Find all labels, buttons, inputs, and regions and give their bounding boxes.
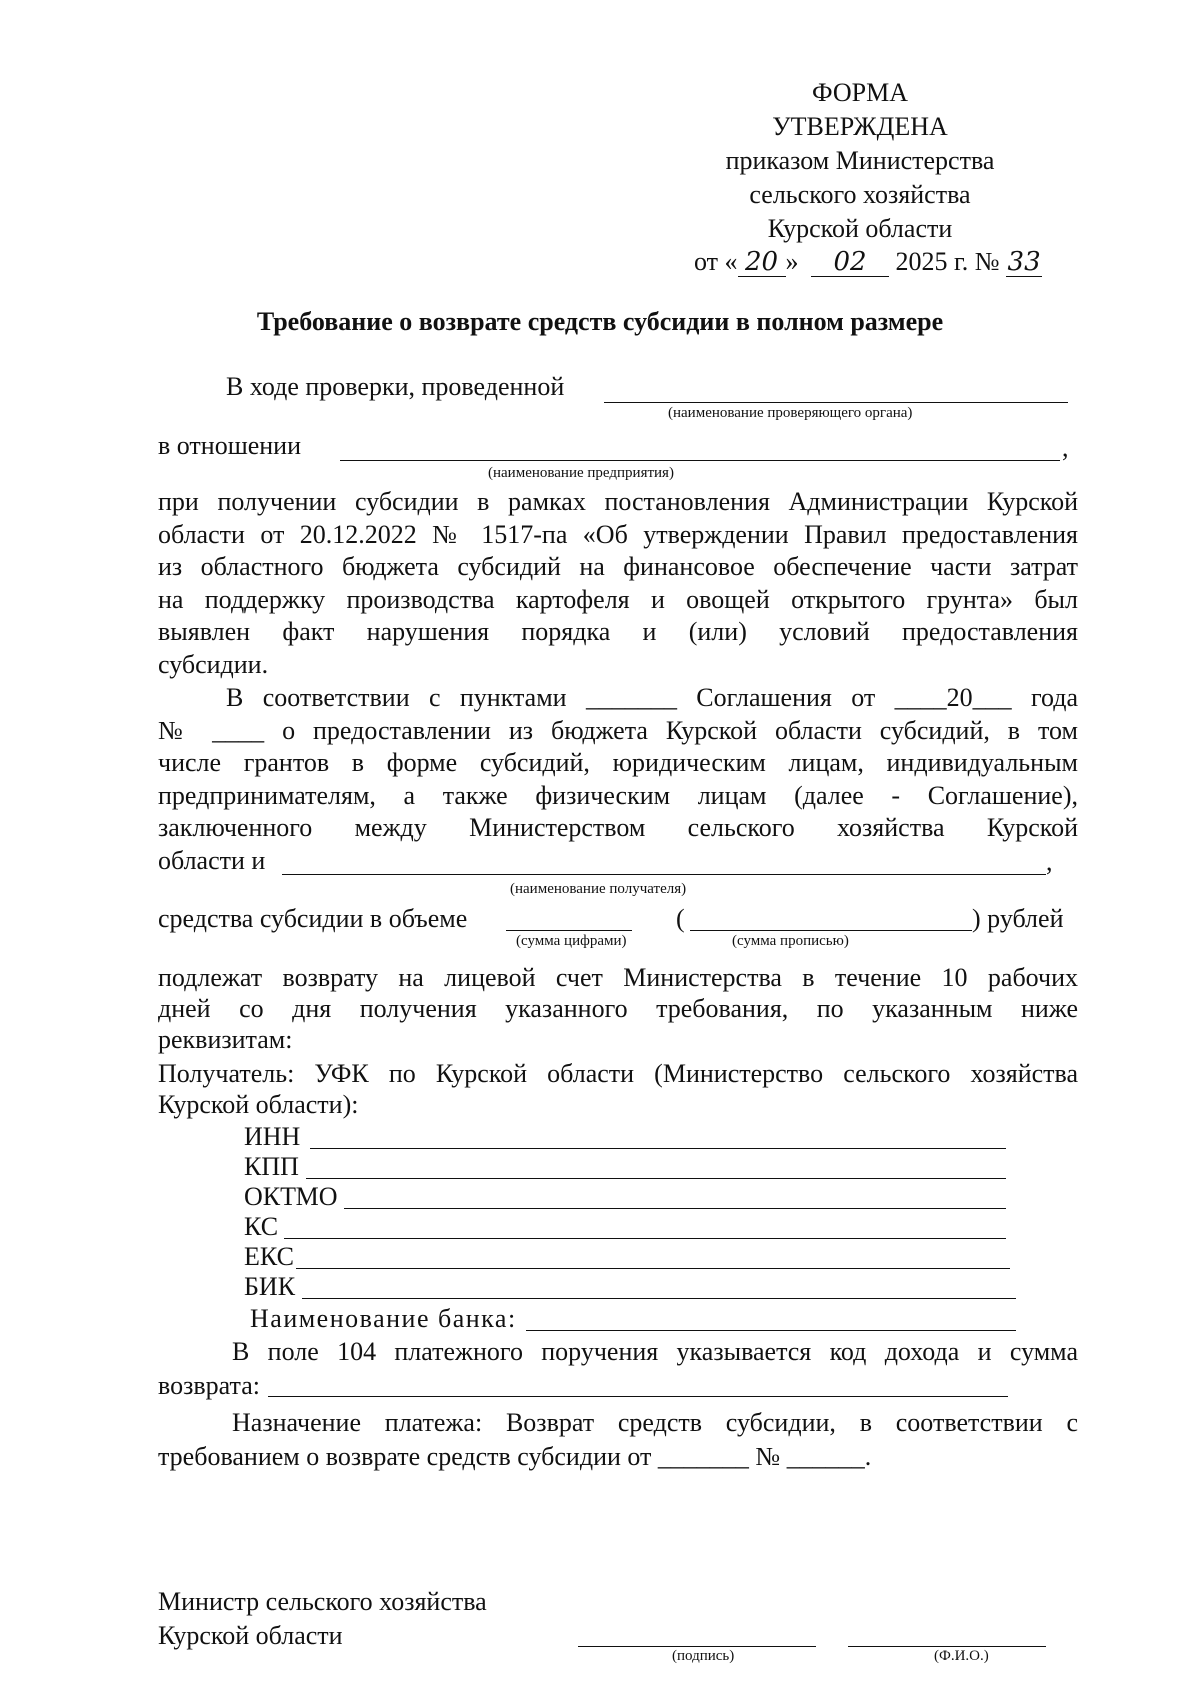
full-name-field[interactable]: [848, 1646, 1046, 1647]
enterprise-name-caption: (наименование предприятия): [488, 465, 674, 481]
return-paragraph: подлежат возврату на лицевой счет Министерства в течение 10 рабочих дней со дня получения указанного требования, по указанным ниже реквизитам:: [158, 963, 1078, 1054]
requisite-eks-label: ЕКС: [244, 1242, 294, 1271]
return-amount-label: возврата:: [158, 1371, 260, 1400]
signatory-region: Курской области: [158, 1621, 343, 1650]
requisite-ks-field[interactable]: [284, 1238, 1006, 1239]
recipient-name-caption: (наименование получателя): [510, 881, 687, 897]
amount-open-paren: (: [676, 904, 685, 933]
requisite-kpp-field[interactable]: [306, 1178, 1006, 1179]
amount-digits-field[interactable]: [506, 930, 632, 931]
document-title: Требование о возврате средств субсидии в полном размере: [256, 307, 944, 336]
agreement-paragraph: В соответствии с пунктами _______ Соглашения от ____20___ года № ____ о предоставлении из бюджета Курской области субсидий, в том числе грантов в форме субсидий, юридическим лицам, индивидуальным предпринимателям, а также физическим лицам (далее - Соглашение), заключенного между Министерством сельского хозяйства Курской: [158, 683, 1078, 842]
approval-order-number: 33: [1007, 247, 1041, 277]
regarding-label: в отношении: [158, 431, 302, 460]
requisite-bik-field[interactable]: [302, 1298, 1016, 1299]
check-label: В ходе проверки, проведенной: [226, 372, 565, 401]
requisite-eks-field[interactable]: [296, 1268, 1010, 1269]
requisite-oktmo-field[interactable]: [344, 1208, 1006, 1209]
approval-line-region: Курской области: [767, 214, 953, 243]
approval-line-order: приказом Министерства: [725, 146, 995, 175]
requisite-bik-label: БИК: [244, 1272, 296, 1301]
bank-name-field[interactable]: [526, 1330, 1016, 1331]
return-amount-field[interactable]: [268, 1396, 1008, 1397]
payment-purpose-paragraph: Назначение платежа: Возврат средств субсидии, в соответствии с требованием о возврате средств субсидии от _______ № ______.: [158, 1408, 1078, 1471]
requisite-inn-label: ИНН: [244, 1122, 301, 1151]
signatory-position: Министр сельского хозяйства: [158, 1587, 487, 1616]
approval-month: 02: [811, 248, 889, 277]
requisite-ks-label: КС: [244, 1212, 279, 1241]
bank-name-label: Наименование банка:: [250, 1304, 517, 1333]
signature-field[interactable]: [578, 1646, 816, 1647]
approved-label: УТВЕРЖДЕНА: [772, 112, 948, 141]
payee-paragraph: Получатель: УФК по Курской области (Министерство сельского хозяйства Курской области):: [158, 1059, 1078, 1119]
amount-words-field[interactable]: [690, 930, 972, 931]
recipient-comma: ,: [1046, 847, 1053, 876]
enterprise-name-field[interactable]: [340, 460, 1060, 461]
recipient-name-field[interactable]: [282, 874, 1046, 875]
approval-date-line: от « 20 » 02 2025 г. № 33: [694, 247, 1041, 277]
check-authority-caption: (наименование проверяющего органа): [668, 405, 913, 421]
requisite-inn-field[interactable]: [310, 1148, 1006, 1149]
form-label: ФОРМА: [812, 78, 908, 107]
full-name-caption: (Ф.И.О.): [934, 1648, 989, 1664]
violation-paragraph: при получении субсидии в рамках постановления Администрации Курской области от 20.12.2022 № 1517-па «Об утверждении Правил предоставления из областного бюджета субсидий на финансовое обеспечение части затрат на поддержку производства картофеля и овощей открытого грунта» был выявлен факт нарушения порядка и (или) условий предоставления субсидии.: [158, 487, 1078, 679]
requisite-kpp-label: КПП: [244, 1152, 299, 1181]
regarding-comma: ,: [1062, 433, 1069, 462]
amount-label: средства субсидии в объеме: [158, 904, 468, 933]
check-authority-field[interactable]: [604, 402, 1068, 403]
requisite-oktmo-label: ОКТМО: [244, 1182, 338, 1211]
amount-digits-caption: (сумма цифрами): [516, 933, 627, 949]
approval-line-ministry: сельского хозяйства: [749, 180, 971, 209]
amount-words-caption: (сумма прописью): [732, 933, 849, 949]
field-104-paragraph: В поле 104 платежного поручения указывается код дохода и сумма: [232, 1337, 1078, 1366]
signature-caption: (подпись): [672, 1648, 735, 1664]
agreement-party-label: области и: [158, 846, 266, 875]
approval-day: 20: [738, 248, 786, 277]
amount-currency: ) рублей: [972, 904, 1064, 933]
